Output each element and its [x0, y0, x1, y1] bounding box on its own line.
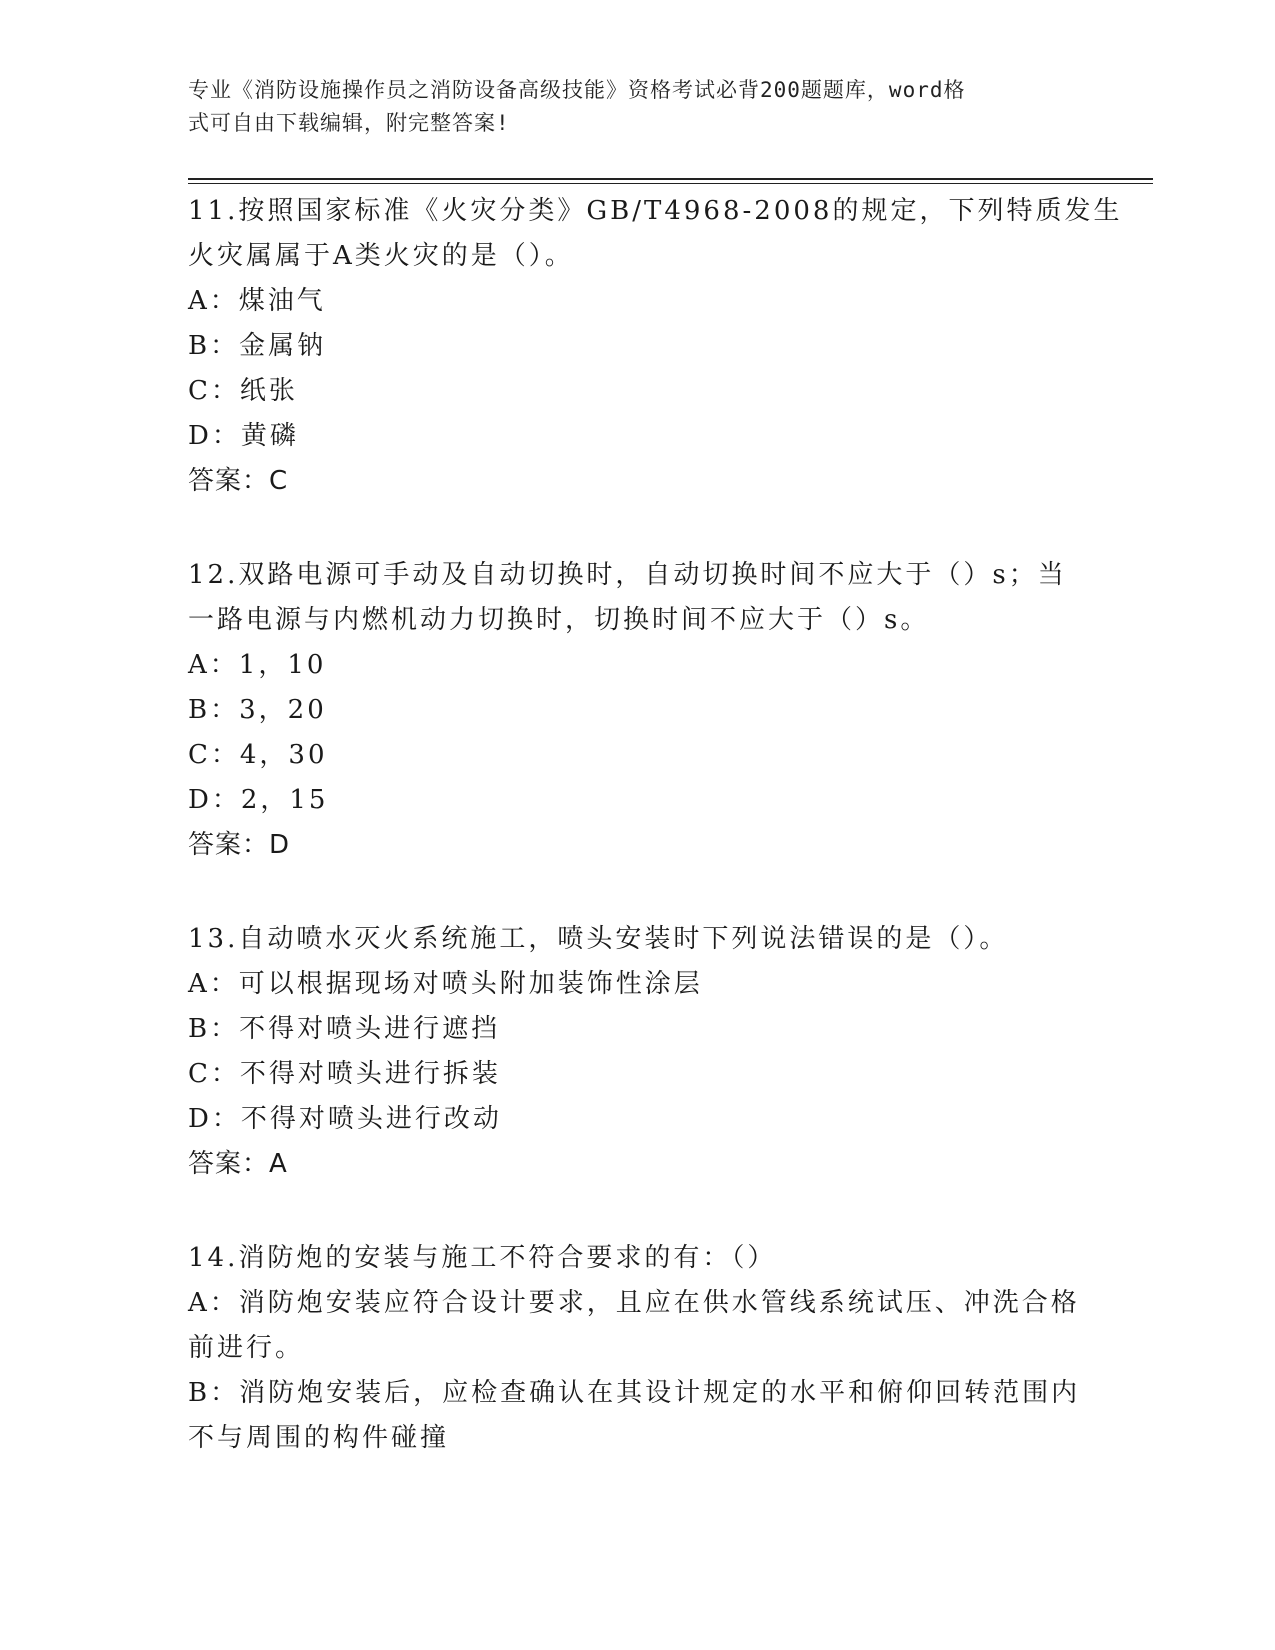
option-a: A：消防炮安装应符合设计要求，且应在供水管线系统试压、冲洗合格	[188, 1288, 1080, 1318]
option-c: C：纸张	[188, 376, 298, 406]
option-a: A：煤油气	[188, 286, 326, 316]
header-divider	[188, 178, 1153, 180]
option-b: B：3，20	[188, 695, 327, 725]
question-stem: 火灾属属于A类火灾的是（）。	[188, 241, 574, 271]
option-b: B：金属钠	[188, 331, 327, 361]
option-c: C：4，30	[188, 740, 328, 770]
question-stem: 一路电源与内燃机动力切换时，切换时间不应大于（）s。	[188, 605, 930, 635]
answer: 答案：C	[188, 466, 289, 496]
option-c: C：不得对喷头进行拆装	[188, 1059, 501, 1089]
question-11	[188, 189, 1123, 504]
option-b: B：不得对喷头进行遮挡	[188, 1014, 501, 1044]
question-stem: 11.按照国家标准《火灾分类》GB/T4968-2008的规定，下列特质发生	[188, 196, 1123, 226]
option-a: A：可以根据现场对喷头附加装饰性涂层	[188, 969, 703, 999]
header-line: 式可自由下载编辑，附完整答案!	[188, 111, 510, 135]
option-b-continued: 不与周围的构件碰撞	[188, 1423, 450, 1453]
header-divider	[188, 183, 1153, 184]
question-stem: 12.双路电源可手动及自动切换时，自动切换时间不应大于（）s；当	[188, 560, 1067, 590]
question-14	[188, 1236, 1088, 1461]
question-stem: 14.消防炮的安装与施工不符合要求的有：（）	[188, 1243, 777, 1273]
question-stem: 13.自动喷水灭火系统施工，喷头安装时下列说法错误的是（）。	[188, 924, 1009, 954]
option-d: D：2，15	[188, 785, 329, 815]
option-d: D：不得对喷头进行改动	[188, 1104, 502, 1134]
answer: 答案：A	[188, 1149, 288, 1179]
answer: 答案：D	[188, 830, 291, 860]
question-13	[188, 917, 1088, 1187]
question-12	[188, 553, 1088, 868]
option-a: A：1，10	[188, 650, 327, 680]
document-header	[188, 74, 1068, 140]
option-d: D：黄磷	[188, 421, 299, 451]
option-a-continued: 前进行。	[188, 1333, 305, 1363]
header-line: 专业《消防设施操作员之消防设备高级技能》资格考试必背200题题库，word格	[188, 78, 966, 102]
option-b: B：消防炮安装后，应检查确认在其设计规定的水平和俯仰回转范围内	[188, 1378, 1081, 1408]
